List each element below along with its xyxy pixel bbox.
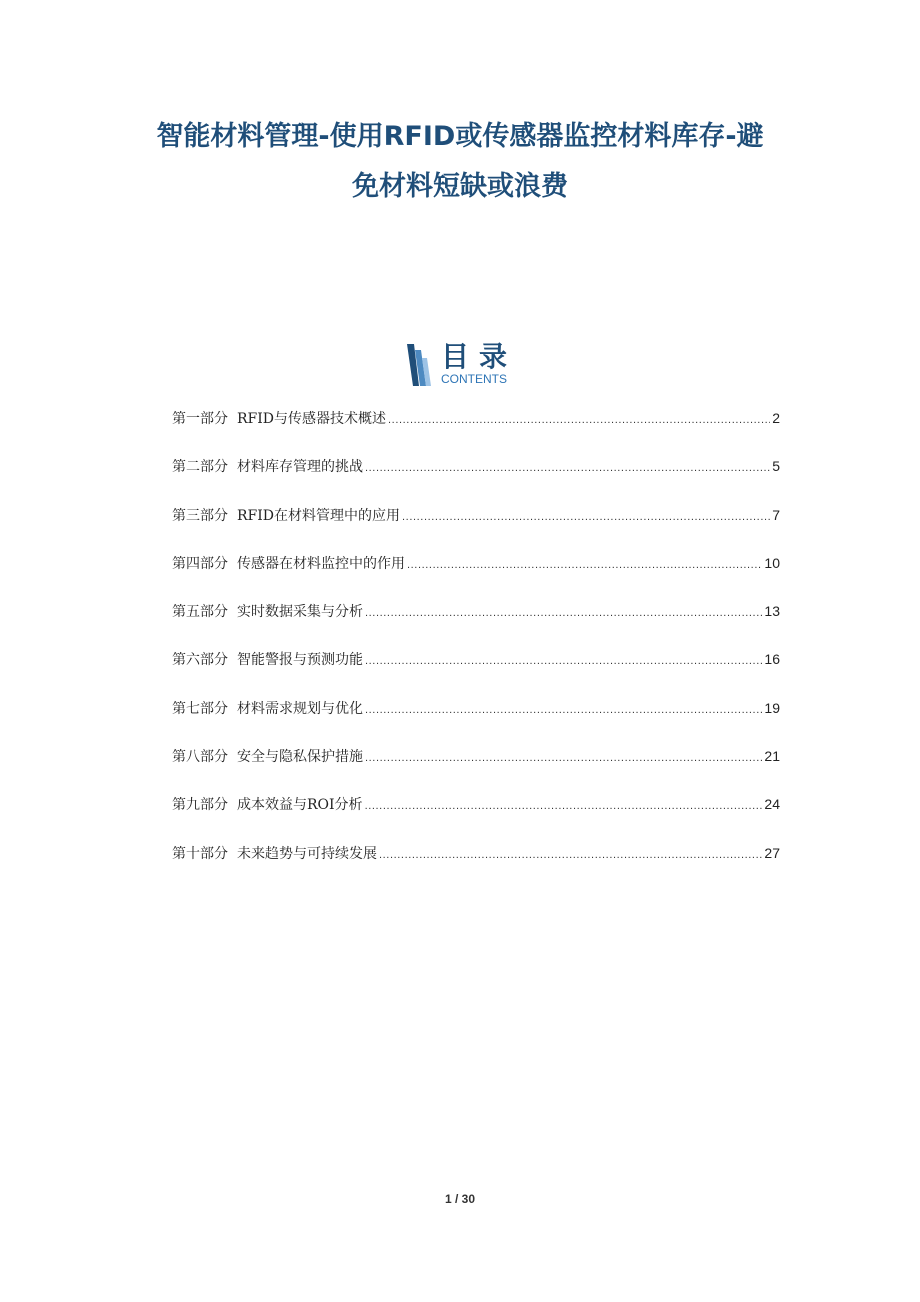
toc-entry-page: 16 <box>764 651 780 668</box>
toc-dot-leader <box>407 559 762 571</box>
toc-entry[interactable] <box>172 649 780 697</box>
toc-dot-leader <box>379 849 762 861</box>
page-number: 1 / 30 <box>444 1192 476 1206</box>
toc-bookmark-icon <box>405 344 431 386</box>
toc-dot-leader <box>365 607 762 619</box>
toc-entry-label: 未来趋势与可持续发展 <box>237 845 377 862</box>
toc-entry-label: 材料库存管理的挑战 <box>237 459 363 476</box>
document-title <box>100 112 820 212</box>
toc-entry-page: 13 <box>764 603 780 620</box>
toc-dot-leader <box>365 462 770 474</box>
toc-entry[interactable] <box>172 746 780 794</box>
toc-header <box>405 340 545 390</box>
toc-entry-part: 第一部分 <box>172 411 228 427</box>
toc-entry[interactable] <box>172 698 780 746</box>
toc-entry-page: 2 <box>772 410 780 426</box>
document-title-line-2: 免材料短缺或浪费 <box>352 171 568 202</box>
toc-entry-part: 第五部分 <box>172 604 228 621</box>
toc-title: 目录 <box>441 340 518 373</box>
toc-list <box>172 408 780 891</box>
toc-entry-part: 第七部分 <box>172 700 228 717</box>
toc-entry-label: 智能警报与预测功能 <box>237 652 363 669</box>
toc-dot-leader <box>365 655 762 667</box>
toc-entry-part: 第二部分 <box>172 459 228 476</box>
toc-entry[interactable] <box>172 408 780 456</box>
toc-dot-leader <box>402 511 770 523</box>
toc-entry-page: 19 <box>764 699 780 716</box>
toc-entry-page: 5 <box>772 458 780 475</box>
toc-entry-label: 实时数据采集与分析 <box>237 604 363 621</box>
toc-entry-part: 第三部分 <box>172 507 228 524</box>
toc-entry[interactable] <box>172 456 780 504</box>
toc-dot-leader <box>365 704 762 716</box>
toc-subtitle: CONTENTS <box>441 372 507 386</box>
toc-entry-label: 传感器在材料监控中的作用 <box>237 555 405 572</box>
toc-entry[interactable] <box>172 553 780 601</box>
toc-entry[interactable] <box>172 505 780 553</box>
document-title-line-1: 智能材料管理-使用RFID或传感器监控材料库存-避 <box>156 121 764 152</box>
toc-entry-page: 24 <box>764 796 780 813</box>
toc-entry-part: 第四部分 <box>172 555 228 572</box>
toc-entry-part: 第八部分 <box>172 749 228 766</box>
toc-entry-page: 27 <box>764 844 780 861</box>
toc-entry-label: 成本效益与ROI分析 <box>237 797 363 814</box>
toc-dot-leader <box>365 752 762 764</box>
toc-entry-label: 材料需求规划与优化 <box>237 700 363 717</box>
toc-entry-part: 第十部分 <box>172 845 228 862</box>
toc-entry[interactable] <box>172 601 780 649</box>
toc-entry-part: 第九部分 <box>172 797 228 814</box>
toc-entry-part: 第六部分 <box>172 652 228 669</box>
toc-dot-leader <box>365 800 763 812</box>
toc-dot-leader <box>388 414 770 426</box>
toc-entry[interactable] <box>172 843 780 891</box>
toc-entry-page: 21 <box>764 748 780 765</box>
toc-entry-label: RFID与传感器技术概述 <box>237 411 387 427</box>
toc-entry-label: RFID在材料管理中的应用 <box>237 507 401 524</box>
toc-entry-page: 7 <box>772 506 780 523</box>
toc-entry-page: 10 <box>764 554 780 571</box>
toc-entry-label: 安全与隐私保护措施 <box>237 749 363 766</box>
toc-entry[interactable] <box>172 794 780 842</box>
